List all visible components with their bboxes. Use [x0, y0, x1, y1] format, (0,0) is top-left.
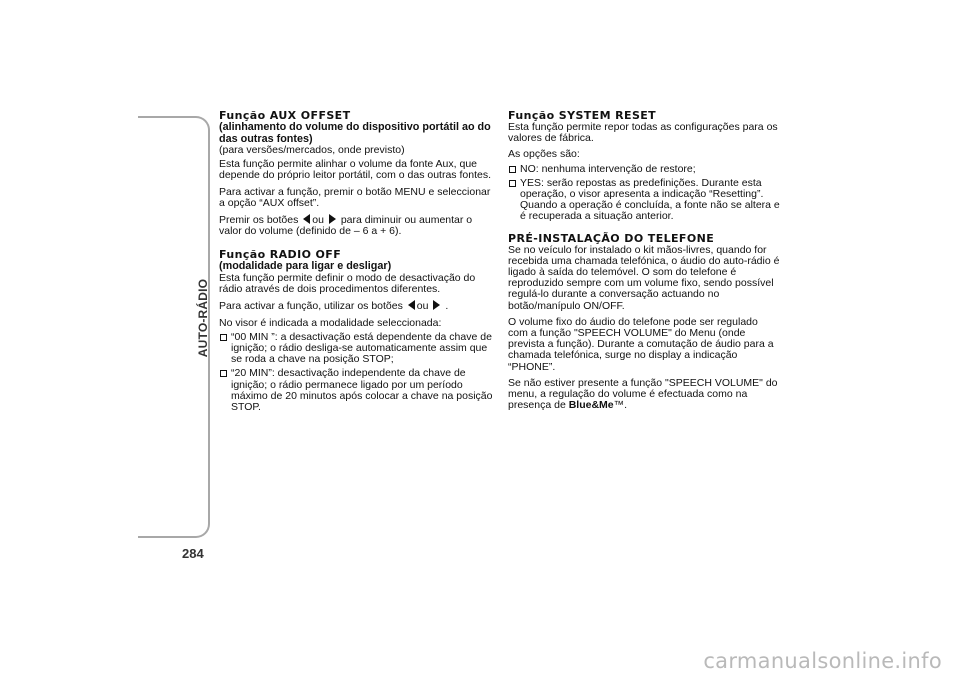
aux-offset-p3-or: ou	[312, 214, 324, 227]
radio-off-paragraph-2	[219, 300, 494, 312]
radio-off-p2-or: ou	[416, 300, 429, 313]
page-number: 284	[182, 546, 204, 561]
phone-paragraph-2: O volume fixo do áudio do telefone pode ser regulado com a função "SPEECH VOLUME" do Menu (onde prevista a função). Durante a comutação de áudio para a chamada telefónica, surge no display a indicação “PHONE”.	[508, 315, 774, 373]
brand-name: Blue&Me	[568, 399, 614, 412]
list-item	[508, 178, 780, 223]
right-column	[508, 110, 780, 416]
list-item-text: “00 MIN ”: a desactivação está dependente da chave de ignição; o rádio desliga-se automaticamente assim que se roda a chave na posição STOP;	[231, 330, 492, 366]
phone-paragraph-3	[508, 378, 780, 412]
system-reset-paragraph-1: Esta função permite repor todas as configurações para os valores de fábrica.	[508, 121, 778, 145]
phone-paragraph-1: Se no veículo for instalado o kit mãos-livres, quando for recebida uma chamada telefónica, o áudio do auto-rádio é ligado à saída do telemóvel. O som do telefone é reproduzido sempre com um volume fixo, sendo possível regulá-lo durante a conversação actuando no botão/manípulo ON/OFF.	[508, 243, 780, 312]
list-item	[219, 368, 494, 413]
aux-offset-heading: Função AUX OFFSET	[219, 109, 351, 122]
checkbox-bullet-icon	[220, 370, 227, 377]
aux-offset-p3-start: Premir os botões	[219, 214, 299, 227]
phone-p3-end: ™.	[613, 399, 628, 412]
aux-offset-paragraph-1: Esta função permite alinhar o volume da fonte Aux, que depende do próprio leitor portátil, com o das outras fontes.	[219, 158, 491, 182]
checkbox-bullet-icon	[220, 334, 227, 341]
list-item-text: NO: nenhuma intervenção de restore;	[520, 162, 696, 175]
checkbox-bullet-icon	[509, 166, 516, 173]
right-arrow-icon	[329, 214, 336, 224]
radio-off-paragraph-1: Esta função permite definir o modo de desactivação do rádio através de dois procedimentos diferentes.	[219, 271, 476, 296]
radio-off-p2-start: Para activar a função, utilizar os botões	[219, 300, 403, 313]
section-label: AUTO-RÁDIO	[196, 278, 211, 358]
left-arrow-icon	[408, 300, 415, 310]
checkbox-bullet-icon	[509, 180, 516, 187]
radio-off-heading: Função RADIO OFF	[219, 248, 342, 262]
list-item-text: “20 MIN”: desactivação independente da chave de ignição; o rádio permanece ligado por um período máximo de 20 minutos após colocar a chave na posição STOP.	[231, 367, 493, 413]
list-item	[219, 332, 494, 366]
phone-preinstall-heading: PRÉ-INSTALAÇÃO DO TELEFONE	[508, 231, 715, 245]
radio-off-subheading: (modalidade para ligar e desligar)	[219, 260, 392, 273]
system-reset-paragraph-2: As opções são:	[508, 148, 580, 161]
left-arrow-icon	[303, 214, 310, 224]
left-column	[219, 110, 494, 416]
right-arrow-icon	[433, 300, 440, 310]
aux-offset-subheading: (alinhamento do volume do dispositivo portátil ao do das outras fontes)	[219, 121, 491, 145]
aux-offset-note: (para versões/mercados, onde previsto)	[219, 144, 405, 156]
radio-off-p2-end: .	[445, 300, 449, 313]
aux-offset-paragraph-2: Para activar a função, premir o botão MENU e seleccionar a opção “AUX offset”.	[219, 185, 491, 209]
list-item	[508, 164, 780, 175]
phone-p3-text: Se não estiver presente a função "SPEECH VOLUME" do menu, a regulação do volume é efectuada como na presença de	[508, 376, 778, 412]
radio-off-paragraph-3: No visor é indicada a modalidade seleccionada:	[219, 316, 442, 329]
system-reset-heading: Função SYSTEM RESET	[508, 109, 657, 122]
list-item-text: YES: serão repostas as predefinições. Durante esta operação, o visor apresenta a indicação “Resetting”. Quando a operação é concluída, a fonte não se altera e é recuperada a situação anterior.	[520, 176, 780, 223]
watermark: carmanualsonline.info	[703, 649, 942, 673]
aux-offset-p3-end: para diminuir ou aumentar o valor do volume (definido de – 6 a + 6).	[219, 214, 473, 238]
aux-offset-paragraph-3	[219, 214, 494, 237]
